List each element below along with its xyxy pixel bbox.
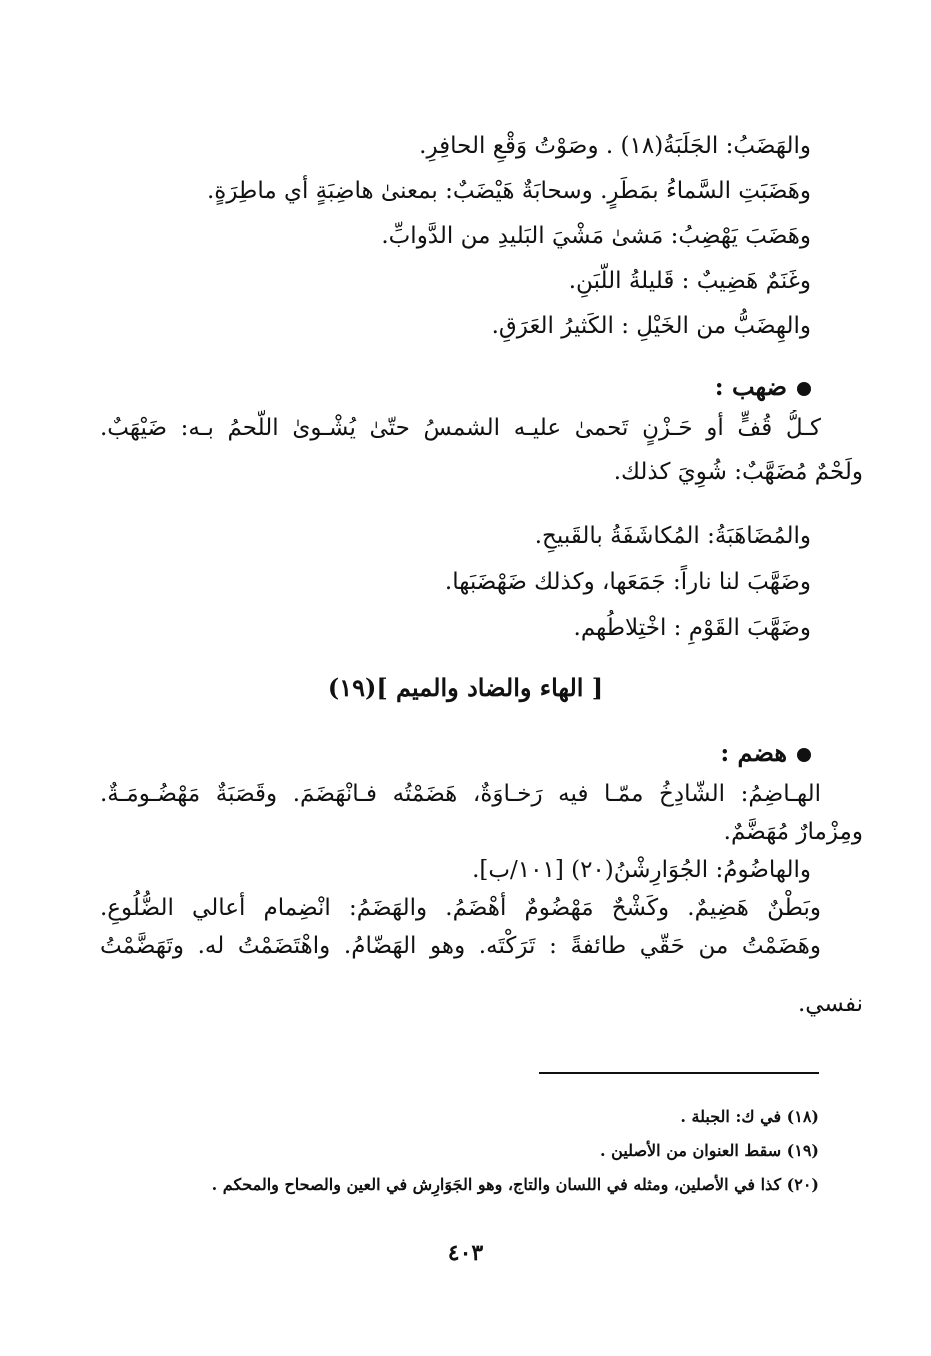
text-line: ومِزْمارٌ مُهَضَّمٌ. <box>723 819 863 845</box>
text-line: وضَهَّبَ لنا ناراً: جَمَعَها، وكذلك ضَهْضَبَها. <box>444 569 811 595</box>
entry-headword <box>100 734 811 772</box>
entry-dahab-more <box>100 518 811 646</box>
entry-hadm <box>100 734 863 1022</box>
bullet-icon <box>797 748 811 762</box>
text-line: والهاضُومُ: الجُوَارِشْنُ(٢٠) [١٠١/ب]. <box>472 857 811 883</box>
text-line: وهَضَبَتِ السَّماءُ بمَطَرٍ. وسحابَةٌ هَيْضَبٌ: بمعنىٰ هاضِبَةٍ أي ماطِرَةٍ. <box>206 178 811 204</box>
page-number: ٤٠٣ <box>447 1240 484 1266</box>
bullet-icon <box>797 382 811 396</box>
text-line: وهَضَبَ يَهْضِبُ: مَشىٰ مَشْيَ البَليدِ من الدَّوابِّ. <box>381 223 811 249</box>
text-line: والهَضَبُ: الجَلَبَةُ(١٨) . وصَوْتُ وَقْعِ الحافِرِ. <box>419 133 811 159</box>
entry-dahab <box>100 368 863 490</box>
section-heading: [ الهاء والضاد والميم ](١٩) <box>327 673 604 702</box>
text-line: وضَهَّبَ القَوْمِ : اخْتِلاطُهم. <box>573 615 811 641</box>
text-line: نفسي. <box>797 991 863 1017</box>
footnote-divider <box>539 1072 819 1074</box>
footnotes <box>100 1100 819 1202</box>
footnote: (١٨) في ك: الجبلة . <box>680 1107 819 1126</box>
headword-text: هضم : <box>720 738 787 767</box>
text-line: والمُضَاهَبَةُ: المُكاشَفَةُ بالقَبيحِ. <box>534 523 811 549</box>
text-line: كـلُّ قُفٍّ أو حَـزْنٍ تَحمىٰ عليـه الشمسُ حتّىٰ يُشْـوىٰ اللَّحمُ بـه: ضَيْهَبٌ. <box>100 415 821 441</box>
footnote: (١٩) سقط العنوان من الأصلين . <box>600 1141 819 1160</box>
entry-hadab-continuation <box>100 128 811 344</box>
entry-headword <box>100 368 811 406</box>
text-line: ولَحْمٌ مُضَهَّبٌ: شُوِيَ كذلك. <box>613 459 863 485</box>
text-line: وبَطْنٌ هَضِيمٌ. وكَشْحٌ مَهْضُومٌ أهْضَمُ. والهَضَمُ: انْضِمام أعالي الضُّلُوعِ. <box>100 895 821 921</box>
text-line: والهِضَبُّ من الخَيْلِ : الكَثيرُ العَرَقِ. <box>491 313 811 339</box>
text-line: الهـاضِمُ: الشّادِخُ ممّـا فيه رَخـاوَةٌ، هَضَمْتُه فـانْهَضَمَ. وقَصَبَةٌ مَهْضُـومَـةٌ. <box>100 781 821 807</box>
text-line: وهَضَمْتُ من حَقّي طائفةً : تَرَكْتَه. وهو الهَضّامُ. واهْتَضَمْتُ له. وتَهَضَّمْتُ <box>100 933 821 959</box>
text-line: وغَنَمٌ هَضِيبٌ : قَليلةُ اللَّبَنِ. <box>568 268 811 294</box>
headword-text: ضهب : <box>714 372 787 401</box>
footnote: (٢٠) كذا في الأصلين، ومثله في اللسان والتاج، وهو الجَوَارِش في العين والصحاح والمحكم . <box>211 1175 819 1194</box>
